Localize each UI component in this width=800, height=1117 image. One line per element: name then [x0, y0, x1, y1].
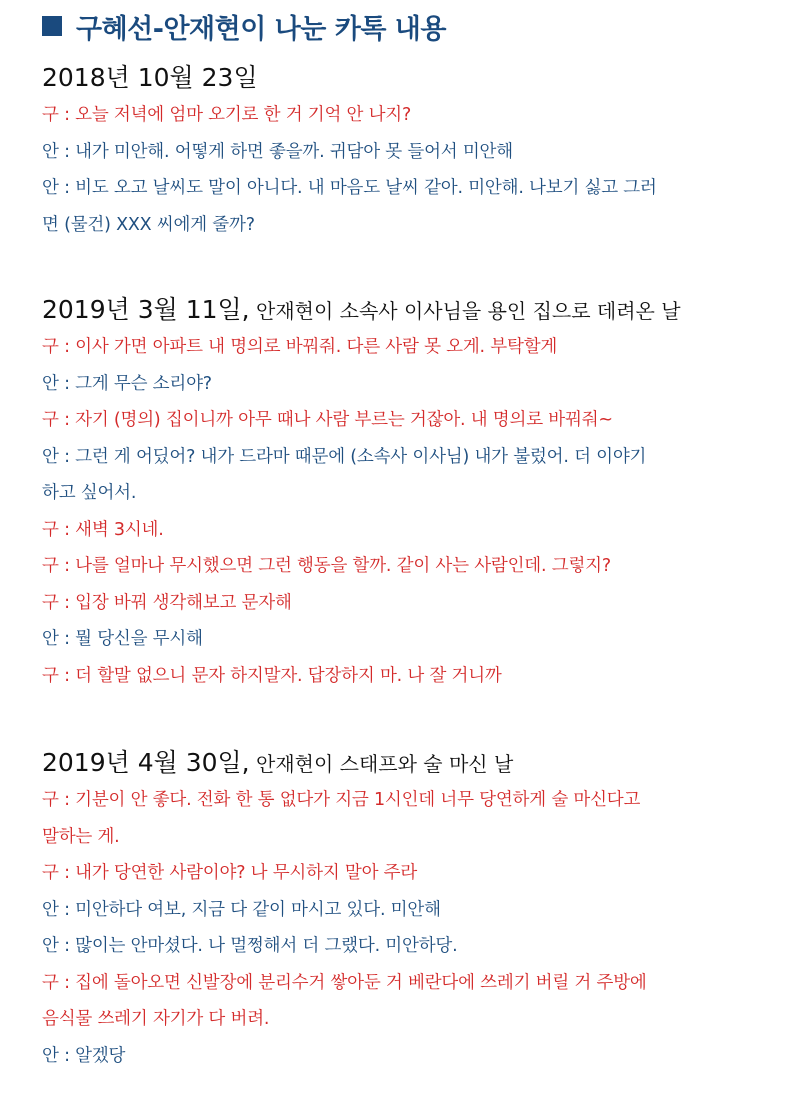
message-line: 구 : 더 할말 없으니 문자 하지말자. 답장하지 마. 나 잘 거니까	[42, 665, 502, 686]
date-heading	[42, 744, 772, 782]
message-line: 구 : 오늘 저녁에 엄마 오기로 한 거 기억 안 나지?	[42, 105, 412, 125]
date-heading	[42, 59, 772, 97]
message-line: 구 : 자기 (명의) 집이니까 아무 때나 사람 부르는 거잖아. 내 명의로 바꿔줘~	[42, 410, 613, 430]
message-line: 구 : 새벽 3시네.	[42, 519, 164, 540]
message-line: 안 : 뭘 당신을 무시해	[42, 629, 203, 649]
message-line: 말하는 게.	[42, 826, 120, 847]
date-subtitle: 안재현이 소속사 이사님을 용인 집으로 데려온 날	[249, 299, 681, 323]
message-line: 구 : 내가 당연한 사람이야? 나 무시하지 말아 주라	[42, 863, 418, 883]
page-title	[42, 6, 446, 46]
message-line: 안 : 비도 오고 날씨도 말이 아니다. 내 마음도 날씨 같아. 미안해. 나보기 싫고 그러	[42, 178, 657, 198]
conversation-section-2019-03-11	[42, 291, 772, 694]
date-text: 2019년 3월 11일,	[42, 295, 250, 324]
conversation-section-2019-04-30	[42, 744, 772, 1074]
message-line: 구 : 이사 가면 아파트 내 명의로 바꿔줘. 다른 사람 못 오게. 부탁할게	[42, 337, 558, 357]
message-line: 음식물 쓰레기 자기가 다 버려.	[42, 1009, 270, 1029]
message-line: 안 : 알겠당	[42, 1045, 126, 1066]
message-line: 안 : 많이는 안마셨다. 나 멀쩡해서 더 그랬다. 미안하당.	[42, 936, 458, 956]
message-line: 면 (물건) XXX 씨에게 줄까?	[42, 214, 255, 235]
page-title-text: 구혜선-안재현이 나눈 카톡 내용	[76, 13, 446, 45]
date-heading	[42, 291, 772, 329]
message-line: 구 : 기분이 안 좋다. 전화 한 통 없다가 지금 1시인데 너무 당연하게 술 마신다고	[42, 790, 641, 810]
date-text: 2018년 10월 23일	[42, 63, 258, 92]
message-line: 하고 싶어서.	[42, 483, 137, 503]
message-line: 안 : 그런 게 어딨어? 내가 드라마 때문에 (소속사 이사님) 내가 불렀어. 더 이야기	[42, 446, 647, 467]
message-line: 구 : 입장 바꿔 생각해보고 문자해	[42, 592, 292, 613]
date-subtitle: 안재현이 스태프와 술 마신 날	[249, 752, 514, 776]
conversation-section-2018-10-23	[42, 59, 772, 243]
square-bullet-icon	[42, 16, 62, 36]
message-line: 안 : 그게 무슨 소리야?	[42, 373, 212, 394]
message-line: 구 : 나를 얼마나 무시했으면 그런 행동을 할까. 같이 사는 사람인데. 그렇지?	[42, 556, 611, 576]
date-text: 2019년 4월 30일,	[42, 748, 250, 777]
message-line: 안 : 내가 미안해. 어떻게 하면 좋을까. 귀담아 못 들어서 미안해	[42, 141, 513, 162]
message-line: 안 : 미안하다 여보, 지금 다 같이 마시고 있다. 미안해	[42, 899, 441, 920]
message-line: 구 : 집에 돌아오면 신발장에 분리수거 쌓아둔 거 베란다에 쓰레기 버릴 거 주방에	[42, 972, 647, 993]
